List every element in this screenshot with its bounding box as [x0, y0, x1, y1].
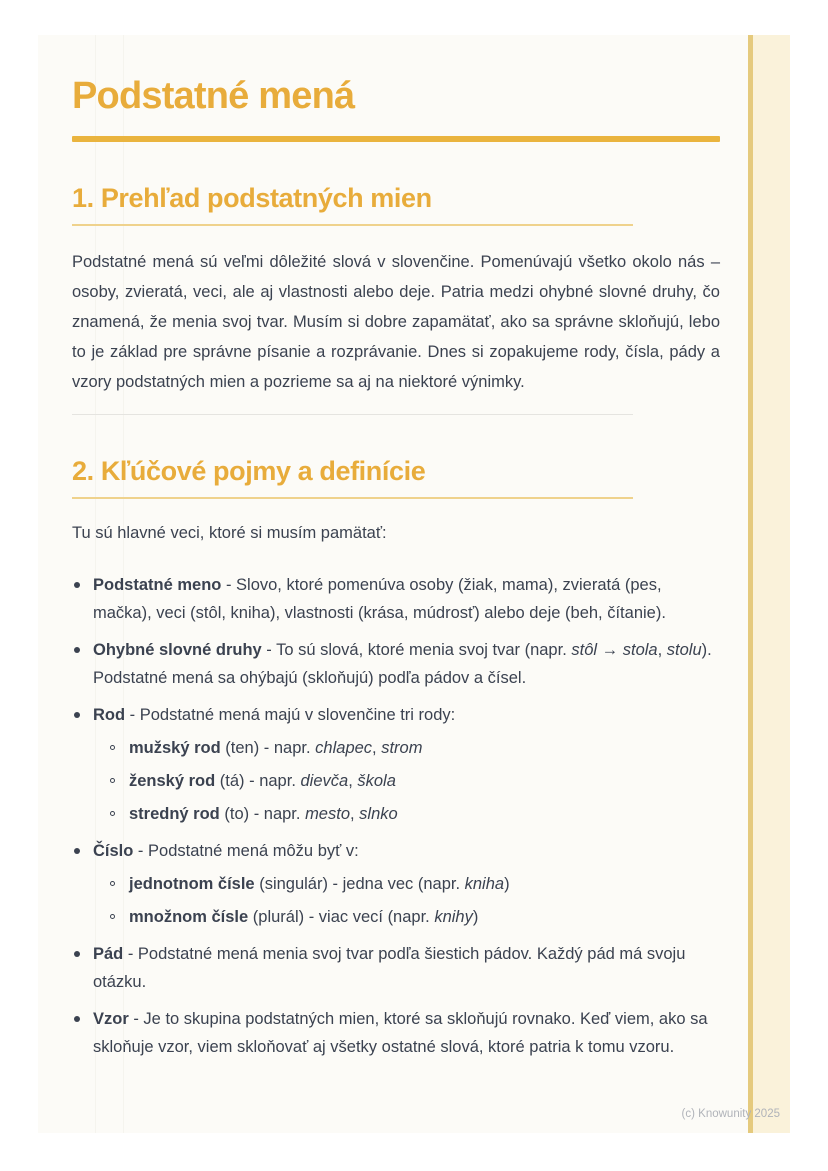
document-page [38, 35, 790, 1133]
section-1-paragraph: Podstatné mená sú veľmi dôležité slová v slovenčine. Pomenúvajú všetko okolo nás – osoby, zvieratá, veci, ale aj vlastnosti alebo deje. Patria medzi ohybné slovné druhy, čo znamená, že menia svoj tvar. Musím si dobre zapamätať, ako sa správne skloňujú, lebo to je základ pre správne písanie a rozprávanie. Dnes si zopakujeme rody, čísla, pády a vzory podstatných mien a pozrieme sa aj na niektoré výnimky. [72, 253, 720, 391]
bullet-circle-icon [110, 778, 115, 783]
sub-list-item [108, 800, 720, 828]
bullet-dot-icon [74, 1016, 80, 1022]
section-1-heading-rule [72, 224, 633, 226]
list-item-text: Číslo - Podstatné mená môžu byť v: [93, 842, 359, 860]
sub-list-item [108, 903, 720, 931]
list-item-text: Rod - Podstatné mená majú v slovenčine tri rody: [93, 706, 456, 724]
bullet-circle-icon [110, 914, 115, 919]
list-item [72, 571, 720, 627]
sub-list-item-text: množnom čísle (plurál) - viac vecí (napr. knihy) [129, 908, 479, 926]
sub-list-item [108, 734, 720, 762]
bullet-dot-icon [74, 647, 80, 653]
section-2-intro: Tu sú hlavné veci, ktoré si musím pamätať: [72, 524, 387, 542]
bullet-circle-icon [110, 811, 115, 816]
section-divider [72, 414, 633, 415]
section-2-heading: 2. Kľúčové pojmy a definície [72, 456, 426, 486]
list-item-text: Vzor - Je to skupina podstatných mien, ktoré sa skloňujú rovnako. Keď viem, ako sa skloňuje vzor, viem skloňovať aj všetky ostatné slová, ktoré patria k tomu vzoru. [93, 1010, 708, 1056]
list-item-text: Pád - Podstatné mená menia svoj tvar podľa šiestich pádov. Každý pád má svoju otázku. [93, 945, 686, 991]
list-item [72, 837, 720, 931]
bullet-dot-icon [74, 951, 80, 957]
list-item-text: Ohybné slovné druhy - To sú slová, ktoré menia svoj tvar (napr. stôl → stola, stolu). Podstatné mená sa ohýbajú (skloňujú) podľa pádov a čísel. [93, 641, 712, 687]
key-terms-list [72, 571, 720, 1061]
page-content [72, 35, 720, 1061]
sub-list [93, 734, 720, 828]
sub-list-item [108, 767, 720, 795]
list-item [72, 1005, 720, 1061]
sub-list [93, 870, 720, 931]
section-2-heading-rule [72, 497, 633, 499]
sub-list-item-text: ženský rod (tá) - napr. dievča, škola [129, 772, 396, 790]
list-item [72, 701, 720, 828]
sub-list-item-text: jednotnom čísle (singulár) - jedna vec (napr. kniha) [129, 875, 510, 893]
list-item [72, 940, 720, 996]
copyright-note: (c) Knowunity 2025 [681, 1108, 780, 1120]
list-item-text: Podstatné meno - Slovo, ktoré pomenúva osoby (žiak, mama), zvieratá (pes, mačka), veci (stôl, kniha), vlastnosti (krása, múdrosť) alebo deje (beh, čítanie). [93, 576, 666, 622]
section-key-terms [72, 456, 720, 1061]
bullet-circle-icon [110, 745, 115, 750]
bullet-circle-icon [110, 881, 115, 886]
section-overview [72, 183, 720, 397]
sub-list-item-text: mužský rod (ten) - napr. chlapec, strom [129, 739, 423, 757]
title-underline-bar [72, 136, 720, 142]
bullet-dot-icon [74, 712, 80, 718]
bullet-dot-icon [74, 848, 80, 854]
section-1-heading: 1. Prehľad podstatných mien [72, 183, 432, 213]
sub-list-item-text: stredný rod (to) - napr. mesto, slnko [129, 805, 398, 823]
page-edge-strip [753, 35, 790, 1133]
page-title: Podstatné mená [72, 75, 355, 117]
bullet-dot-icon [74, 582, 80, 588]
list-item [72, 636, 720, 692]
sub-list-item [108, 870, 720, 898]
